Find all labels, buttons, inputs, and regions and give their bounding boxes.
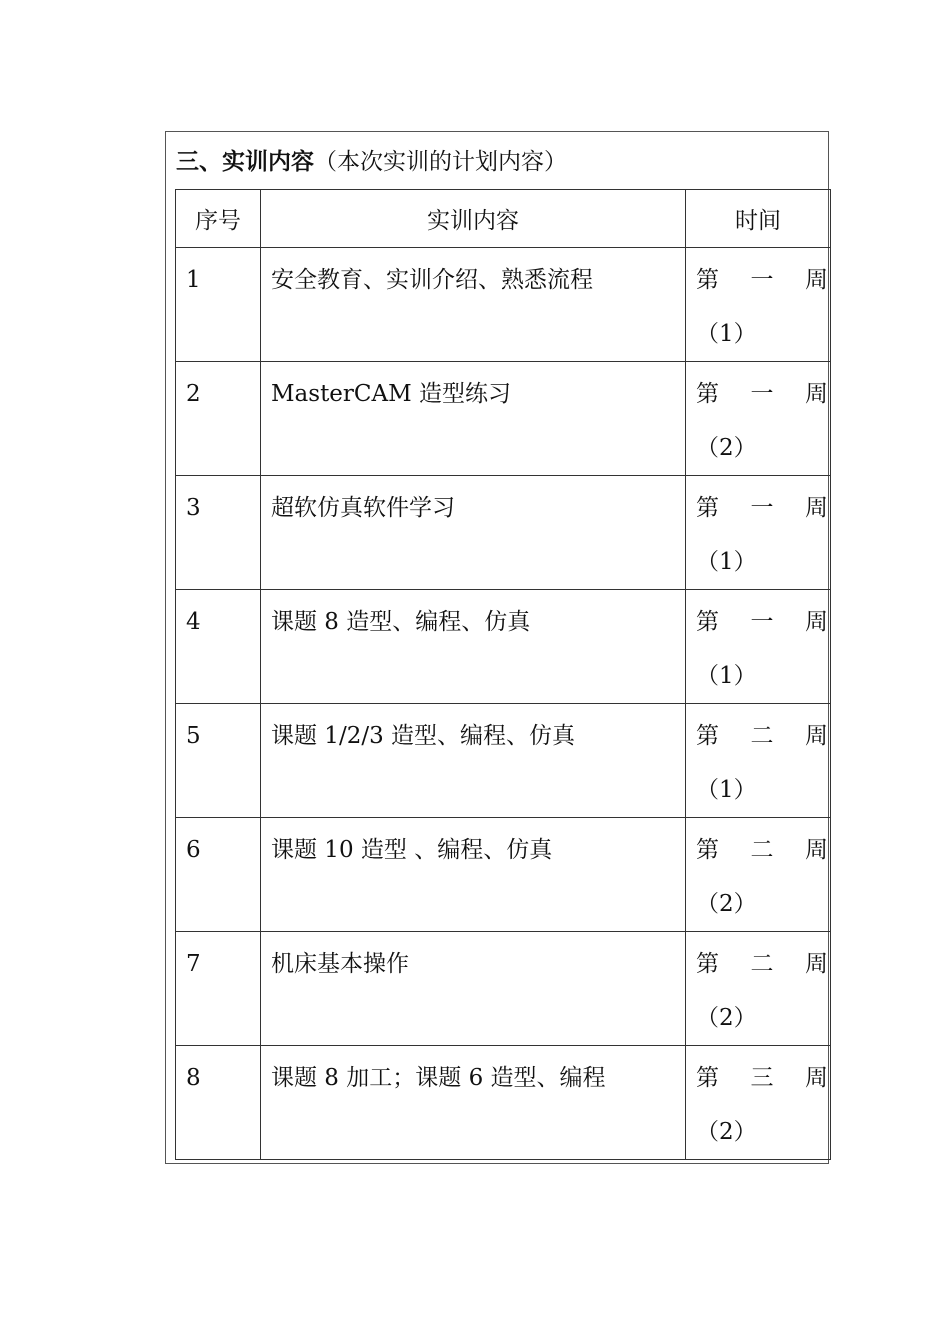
row-content: 安全教育、实训介绍、熟悉流程 [271, 267, 593, 293]
row-time [686, 248, 831, 362]
row-index: 2 [186, 381, 201, 407]
row-content: 机床基本操作 [271, 951, 409, 977]
section-heading [176, 144, 567, 180]
week-prefix: 第 [696, 1065, 719, 1091]
week-suffix: 周 [805, 495, 828, 521]
row-content: 课题 8 加工；课题 6 造型、编程 [271, 1065, 606, 1091]
section-title: 三、实训内容 [176, 148, 314, 175]
session-number: （1） [696, 777, 757, 803]
session-number: （1） [696, 321, 757, 347]
week-suffix: 周 [805, 1065, 828, 1091]
week-prefix: 第 [696, 723, 719, 749]
table-row [176, 932, 831, 1046]
row-time [686, 476, 831, 590]
session-number: （2） [696, 435, 757, 461]
row-index: 3 [186, 495, 201, 521]
session-number: （1） [696, 549, 757, 575]
row-time [686, 932, 831, 1046]
row-time [686, 590, 831, 704]
row-time [686, 1046, 831, 1160]
table-row [176, 818, 831, 932]
header-time: 时间 [686, 190, 831, 248]
row-index: 8 [186, 1065, 201, 1091]
row-time [686, 362, 831, 476]
week-number: 三 [750, 1065, 774, 1091]
row-time [686, 818, 831, 932]
week-prefix: 第 [696, 381, 719, 407]
row-content: 超软仿真软件学习 [271, 495, 455, 521]
week-number: 二 [750, 951, 774, 977]
table-row [176, 590, 831, 704]
table-header-row [176, 190, 831, 248]
week-number: 一 [750, 609, 774, 635]
week-suffix: 周 [805, 837, 828, 863]
section-title-note: （本次实训的计划内容） [314, 149, 567, 175]
week-prefix: 第 [696, 837, 719, 863]
week-number: 二 [750, 723, 774, 749]
row-index: 6 [186, 837, 201, 863]
row-index: 7 [186, 951, 201, 977]
header-content: 实训内容 [261, 190, 686, 248]
training-plan-table [175, 189, 831, 1160]
header-index: 序号 [176, 190, 261, 248]
week-number: 一 [750, 495, 774, 521]
row-index: 5 [186, 723, 201, 749]
week-suffix: 周 [805, 951, 828, 977]
table-row [176, 248, 831, 362]
session-number: （2） [696, 1005, 757, 1031]
row-content: 课题 8 造型、编程、仿真 [271, 609, 531, 635]
row-content: 课题 1/2/3 造型、编程、仿真 [271, 723, 576, 749]
row-content: 课题 10 造型 、编程、仿真 [271, 837, 553, 863]
week-prefix: 第 [696, 495, 719, 521]
row-index: 1 [186, 267, 201, 293]
row-index: 4 [186, 609, 201, 635]
table-row [176, 1046, 831, 1160]
table-row [176, 704, 831, 818]
week-number: 一 [750, 267, 774, 293]
week-suffix: 周 [805, 267, 828, 293]
row-content: MasterCAM 造型练习 [271, 381, 511, 407]
week-suffix: 周 [805, 381, 828, 407]
week-prefix: 第 [696, 267, 719, 293]
table-row [176, 362, 831, 476]
week-number: 二 [750, 837, 774, 863]
week-suffix: 周 [805, 723, 828, 749]
row-time [686, 704, 831, 818]
session-number: （2） [696, 891, 757, 917]
table-row [176, 476, 831, 590]
session-number: （1） [696, 663, 757, 689]
session-number: （2） [696, 1119, 757, 1145]
week-prefix: 第 [696, 951, 719, 977]
week-prefix: 第 [696, 609, 719, 635]
week-suffix: 周 [805, 609, 828, 635]
week-number: 一 [750, 381, 774, 407]
